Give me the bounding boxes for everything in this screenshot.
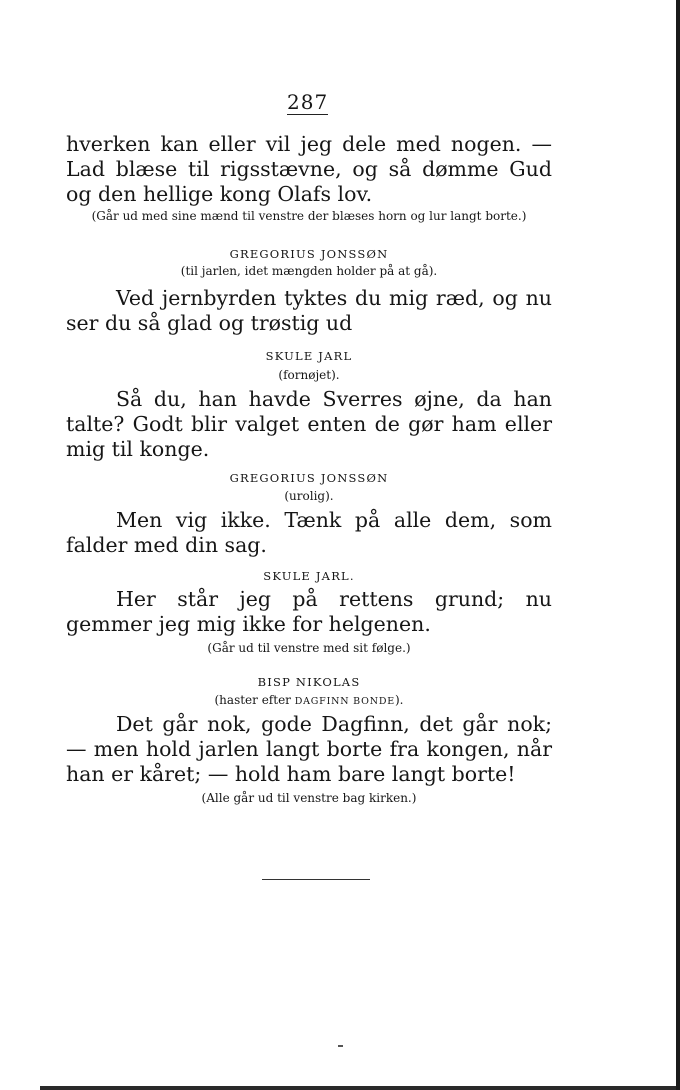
speaker-skule-2: SKULE JARL.	[263, 569, 355, 583]
speaker-skule-1: SKULE JARL	[265, 349, 353, 363]
direction-nikolas	[66, 693, 552, 707]
page-number: 287	[287, 90, 329, 114]
bottom-mark	[338, 1045, 343, 1047]
stage-direction-3: (Alle går ud til venstre bag kirken.)	[201, 791, 417, 805]
direction-nikolas-pre: (haster efter	[214, 693, 295, 707]
stage-direction-2: (Går ud til venstre med sit følge.)	[207, 641, 411, 655]
direction-gregorius-2: (urolig).	[284, 489, 334, 503]
paragraph-2: Ved jernbyrden tyktes du mig ræd, og nu ser du så glad og trøstig ud	[66, 286, 552, 335]
page-edge-bottom	[40, 1086, 676, 1090]
paragraph-3: Så du, han havde Sverres øjne, da han talte? Godt blir valget enten de gør ham eller mig til konge.	[66, 387, 552, 461]
direction-nikolas-name: DAGFINN BONDE	[294, 696, 395, 707]
paragraph-5: Her står jeg på rettens grund; nu gemmer jeg mig ikke for helgenen.	[66, 587, 552, 636]
page-edge-right	[676, 0, 680, 1090]
speaker-nikolas: BISP NIKOLAS	[257, 675, 361, 689]
paragraph-4: Men vig ikke. Tænk på alle dem, som falder med din sag.	[66, 508, 552, 557]
speaker-gregorius-2: GREGORIUS JONSSØN	[229, 471, 389, 485]
section-end-rule	[262, 879, 370, 880]
paragraph-1: hverken kan eller vil jeg dele med nogen. — Lad blæse til rigsstævne, og så dømme Gud og den hellige kong Olafs lov.	[66, 132, 552, 206]
stage-direction-1: (Går ud med sine mænd til venstre der blæses horn og lur langt borte.)	[91, 209, 527, 223]
direction-skule-1: (fornøjet).	[278, 368, 340, 382]
direction-gregorius-1: (til jarlen, idet mængden holder på at gå).	[180, 264, 438, 278]
speaker-gregorius-1: GREGORIUS JONSSØN	[229, 247, 389, 261]
paragraph-6: Det går nok, gode Dagfinn, det går nok; — men hold jarlen langt borte fra kongen, når han er kåret; — hold ham bare langt borte!	[66, 712, 552, 786]
direction-nikolas-post: ).	[394, 693, 404, 707]
